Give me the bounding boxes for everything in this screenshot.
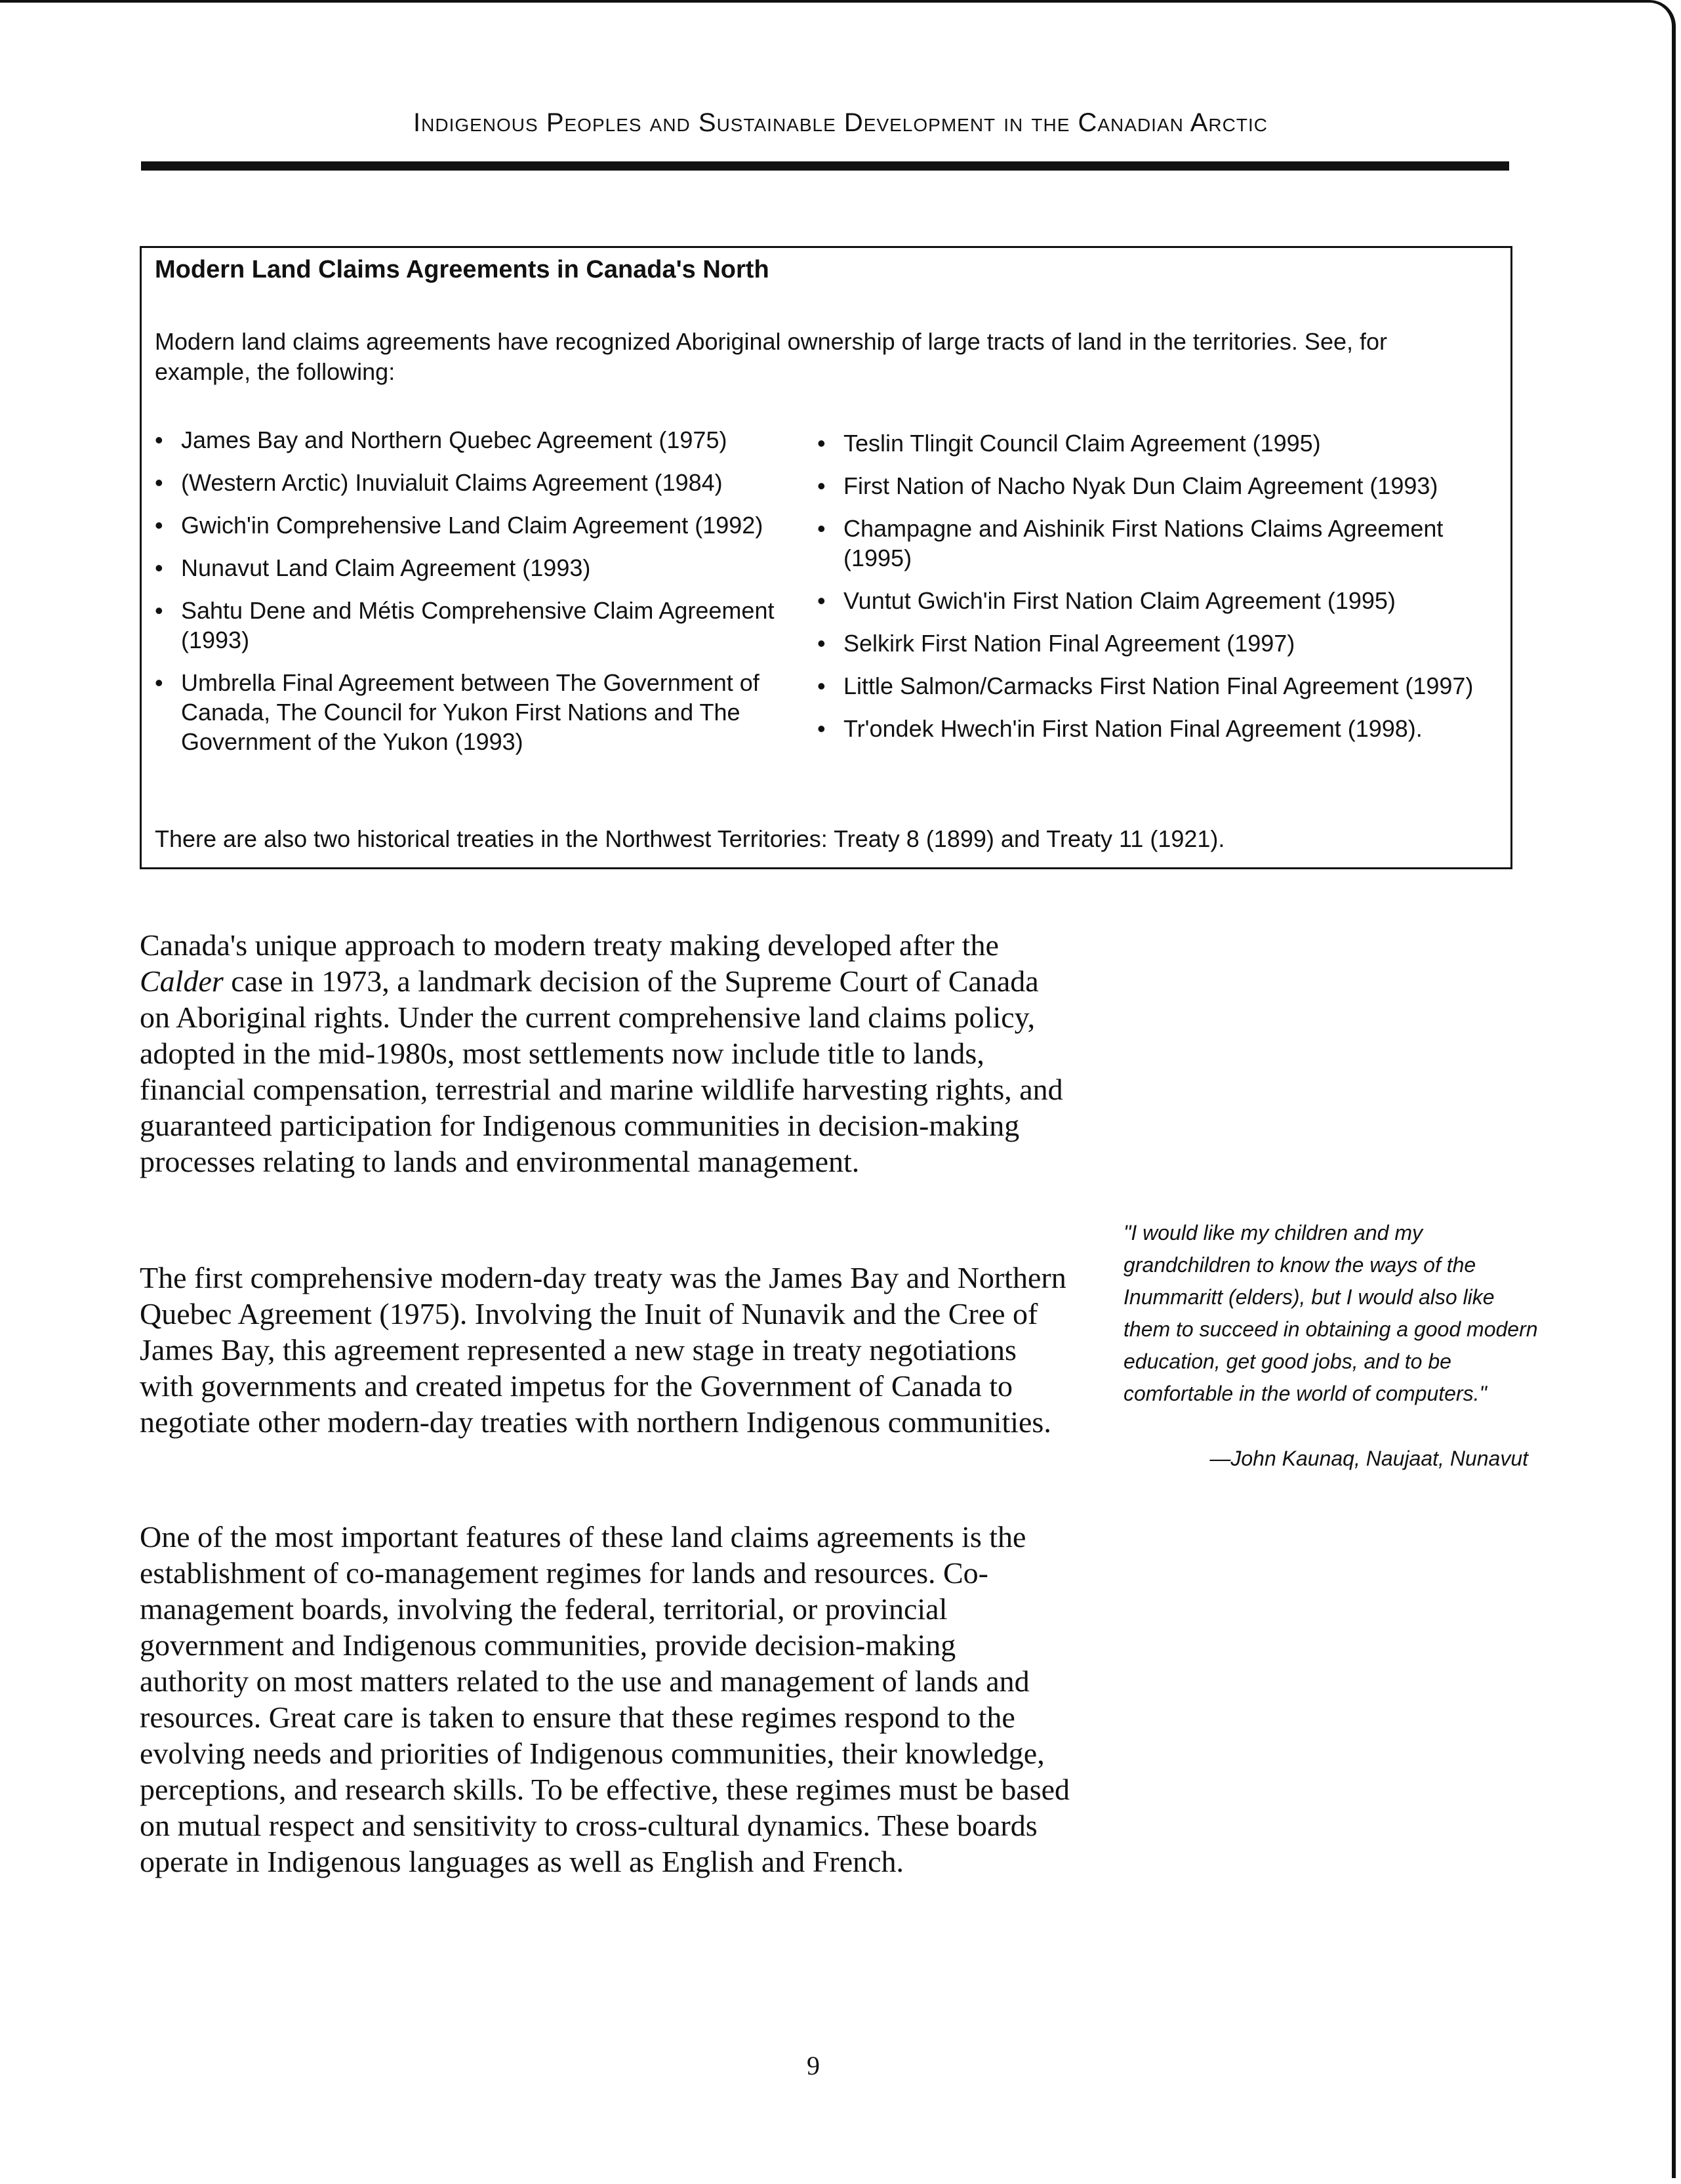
box-title: Modern Land Claims Agreements in Canada's North [155, 256, 769, 283]
bullet-icon: • [155, 512, 163, 539]
page-number: 9 [807, 2051, 820, 2080]
bullet-icon: • [817, 472, 826, 499]
pull-quote: "I would like my children and my grandchildren to know the ways of the Inummaritt (elders), but I would also like them to succeed in obtaining a good modern education, get good jobs, and to be comfortable in the world of computers." [1124, 1221, 1538, 1405]
list-item: • Selkirk First Nation Final Agreement (1997) [817, 630, 1295, 657]
bullet-icon: • [155, 426, 163, 453]
list-item: • Champagne and Aishinik First Nations Claims Agreement (1995) [817, 515, 1444, 571]
list-item: • James Bay and Northern Quebec Agreement (1975) [155, 426, 727, 453]
list-item: • Nunavut Land Claim Agreement (1993) [155, 554, 591, 581]
body-paragraph-3: One of the most important features of these land claims agreements is the establishment of co-management regimes for lands and resources. Co-management boards, involving the federal, territorial, or provincial government and Indigenous communities, provide decision-making authority on most matters related to the use and management of lands and resources. Great care is taken to ensure that these regimes respond to the evolving needs and priorities of Indigenous communities, their knowledge, perceptions, and research skills. To be effective, these regimes must be based on mutual respect and sensitivity to cross-cultural dynamics. These boards operate in Indigenous languages as well as English and French. [140, 1520, 1070, 1878]
land-claims-box [140, 246, 1512, 869]
list-item: • Vuntut Gwich'in First Nation Claim Agreement (1995) [817, 587, 1396, 614]
list-item: • Sahtu Dene and Métis Comprehensive Claim Agreement (1993) [155, 597, 775, 653]
bullet-icon: • [155, 469, 163, 496]
bullet-icon: • [155, 669, 163, 696]
bullet-icon: • [817, 630, 826, 657]
list-item: • Umbrella Final Agreement between The Government of Canada, The Council for Yukon First Nations and The Government of the Yukon (1993) [155, 669, 759, 755]
bullet-icon: • [155, 597, 163, 624]
list-item: • First Nation of Nacho Nyak Dun Claim Agreement (1993) [817, 472, 1438, 499]
header-rule [141, 161, 1509, 171]
bullet-icon: • [817, 430, 826, 457]
bullet-icon: • [155, 554, 163, 581]
list-item: • (Western Arctic) Inuvialuit Claims Agreement (1984) [155, 469, 723, 496]
bullet-icon: • [817, 515, 826, 542]
list-item: • Teslin Tlingit Council Claim Agreement (1995) [817, 430, 1321, 457]
body-paragraph-2: The first comprehensive modern-day treaty was the James Bay and Northern Quebec Agreement (1975). Involving the Inuit of Nunavik and the Cree of James Bay, this agreement represented a new stage in treaty negotiations with governments and created impetus for the Government of Canada to negotiate other modern-day treaties with northern Indigenous communities. [140, 1261, 1066, 1439]
quote-attribution: —John Kaunaq, Naujaat, Nunavut [1209, 1447, 1528, 1470]
bullet-icon: • [817, 587, 826, 614]
case-name: Calder [140, 964, 224, 998]
left-agreement-list [155, 425, 811, 770]
list-item: • Little Salmon/Carmacks First Nation Final Agreement (1997) [817, 672, 1474, 699]
bullet-icon: • [817, 672, 826, 699]
right-agreement-list [817, 428, 1499, 756]
box-intro: Modern land claims agreements have recognized Aboriginal ownership of large tracts of land in the territories. See, for example, the following: [155, 328, 1387, 385]
list-item: • Gwich'in Comprehensive Land Claim Agreement (1992) [155, 512, 763, 539]
list-item: • Tr'ondek Hwech'in First Nation Final Agreement (1998). [817, 715, 1423, 742]
bullet-icon: • [817, 715, 826, 742]
box-footer: There are also two historical treaties in the Northwest Territories: Treaty 8 (1899) and Treaty 11 (1921). [155, 825, 1225, 852]
running-header: Indigenous Peoples and Sustainable Development in the Canadian Arctic [413, 108, 1268, 137]
body-paragraph-1: Canada's unique approach to modern treaty making developed after the Calder case in 1973, a landmark decision of the Supreme Court of Canada on Aboriginal rights. Under the current comprehensive land claims policy, adopted in the mid-1980s, most settlements now include title to lands, financial compensation, terrestrial and marine wildlife harvesting rights, and guaranteed participation for Indigenous communities in decision-making processes relating to lands and environmental management. [140, 928, 1063, 1178]
